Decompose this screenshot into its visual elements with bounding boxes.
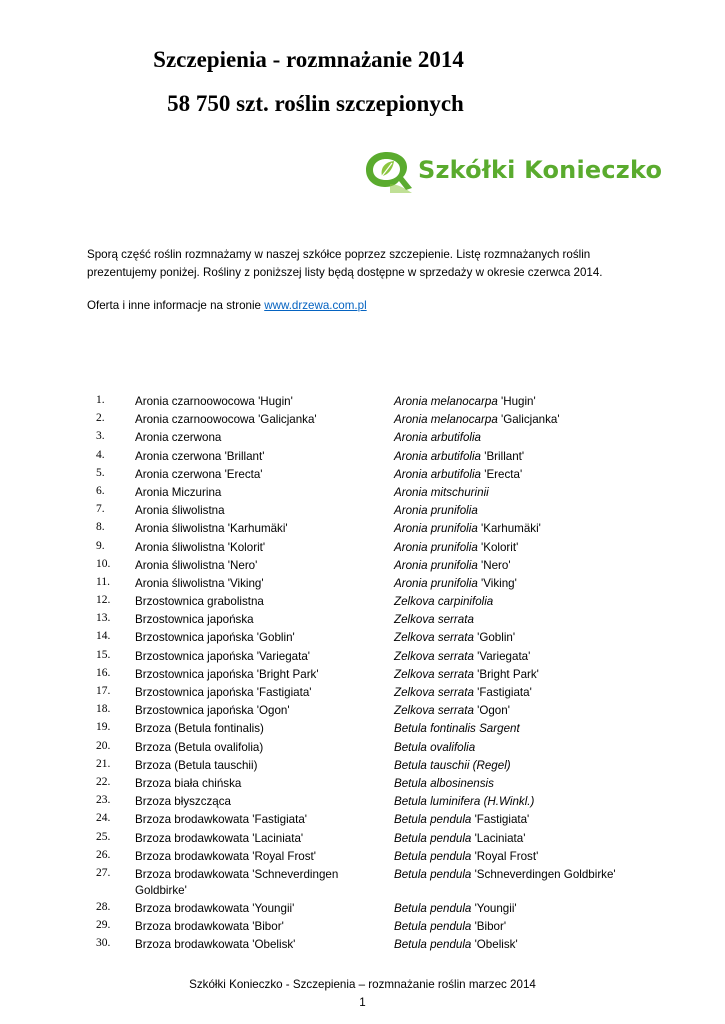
plant-number: 18. bbox=[96, 703, 111, 716]
plant-latin-name bbox=[394, 702, 694, 720]
latin-species: Betula pendula bbox=[394, 831, 472, 845]
plant-number: 30. bbox=[96, 937, 111, 950]
plant-latin-name bbox=[394, 811, 694, 829]
plant-latin-name bbox=[394, 720, 694, 738]
plant-polish-name: Aronia śliwolistna 'Viking' bbox=[135, 576, 264, 590]
plant-number: 10. bbox=[96, 557, 111, 570]
plant-polish-name: Brzoza brodawkowata 'Youngii' bbox=[135, 901, 295, 915]
page-subtitle: 58 750 szt. roślin szczepionych bbox=[167, 91, 464, 116]
plant-latin-name bbox=[394, 411, 694, 429]
plant-polish-name: Aronia Miczurina bbox=[135, 485, 222, 499]
plant-polish-name: Brzoza brodawkowata 'Bibor' bbox=[135, 920, 284, 934]
latin-species: Betula ovalifolia bbox=[394, 740, 476, 754]
plant-latin-name bbox=[394, 520, 694, 538]
latin-species: Aronia prunifolia bbox=[394, 576, 478, 590]
plant-number: 12. bbox=[96, 594, 111, 607]
plant-number: 11. bbox=[96, 575, 110, 588]
page-number: 1 bbox=[359, 996, 366, 1009]
plant-number: 20. bbox=[96, 739, 111, 752]
latin-species: Betula luminifera (H.Winkl.) bbox=[394, 795, 535, 809]
plant-latin-name bbox=[394, 557, 694, 575]
latin-species: Aronia arbutifolia bbox=[394, 431, 482, 445]
latin-species: Zelkova carpinifolia bbox=[394, 595, 494, 609]
latin-species: Zelkova serrata bbox=[394, 631, 474, 645]
latin-species: Betula tauschii (Regel) bbox=[394, 758, 511, 772]
plant-number: 15. bbox=[96, 648, 111, 661]
latin-species: Aronia melanocarpa bbox=[394, 413, 498, 427]
plant-latin-name bbox=[394, 900, 694, 918]
page-title: Szczepienia - rozmnażanie 2014 bbox=[153, 47, 464, 72]
cultivar-name: 'Variegata' bbox=[473, 649, 531, 663]
latin-species: Zelkova serrata bbox=[394, 667, 474, 681]
cultivar-name: 'Goblin' bbox=[473, 631, 516, 645]
cultivar-name: 'Laciniata' bbox=[471, 831, 526, 845]
plant-polish-name: Aronia śliwolistna 'Nero' bbox=[135, 558, 258, 572]
plant-number: 7. bbox=[96, 503, 105, 516]
cultivar-name: 'Viking' bbox=[477, 576, 517, 590]
cultivar-name: 'Galicjanka' bbox=[497, 413, 560, 427]
latin-species: Betula fontinalis Sargent bbox=[394, 722, 520, 736]
plant-polish-name: Aronia czerwona bbox=[135, 431, 222, 445]
plant-number: 17. bbox=[96, 685, 111, 697]
cultivar-name: 'Obelisk' bbox=[471, 938, 518, 952]
plant-latin-name bbox=[394, 739, 694, 757]
cultivar-name: 'Karhumäki' bbox=[477, 522, 541, 536]
latin-species: Betula pendula bbox=[394, 867, 472, 881]
plant-latin-name bbox=[394, 757, 694, 775]
latin-species: Aronia prunifolia bbox=[394, 558, 478, 572]
plant-row bbox=[0, 936, 725, 954]
plant-polish-name: Aronia czarnoowocowa 'Hugin' bbox=[135, 395, 293, 408]
plant-polish-name: Brzoza (Betula ovalifolia) bbox=[135, 740, 264, 754]
plant-polish-name: Brzoza brodawkowata 'Fastigiata' bbox=[135, 813, 307, 827]
plant-row bbox=[0, 866, 725, 900]
plant-latin-name bbox=[394, 502, 694, 520]
plant-latin-name bbox=[394, 466, 694, 484]
intro-paragraph: Sporą część roślin rozmnażamy w naszej szkółce poprzez szczepienie. Listę rozmnażanych roślin prezentujemy poniżej. Rośliny z poniższej listy będą dostępne w sprzedaży w okresie czerwca 2014. bbox=[87, 248, 603, 279]
plant-polish-name: Brzoza biała chińska bbox=[135, 776, 242, 790]
latin-species: Zelkova serrata bbox=[394, 686, 474, 699]
plant-latin-name bbox=[394, 484, 694, 502]
plant-latin-name bbox=[394, 593, 694, 611]
plant-polish-name: Brzostownica japońska 'Ogon' bbox=[135, 704, 290, 718]
plant-polish-name: Aronia czarnoowocowa 'Galicjanka' bbox=[135, 413, 317, 427]
cultivar-name: 'Schneverdingen Goldbirke' bbox=[471, 867, 616, 881]
plant-number: 13. bbox=[96, 612, 111, 625]
latin-species: Zelkova serrata bbox=[394, 613, 474, 627]
cultivar-name: 'Hugin' bbox=[497, 395, 536, 408]
plant-number: 27. bbox=[96, 866, 111, 879]
plant-latin-name bbox=[394, 393, 694, 411]
plant-polish-name: Brzostownica japońska bbox=[135, 613, 254, 627]
latin-species: Aronia prunifolia bbox=[394, 504, 478, 518]
plant-polish-name: Aronia śliwolistna 'Kolorit' bbox=[135, 540, 266, 554]
plant-number: 4. bbox=[96, 448, 105, 461]
plant-number: 5. bbox=[96, 466, 105, 479]
latin-species: Aronia melanocarpa bbox=[394, 395, 498, 408]
latin-species: Aronia arbutifolia bbox=[394, 467, 482, 481]
plant-polish-name: Brzostownica japońska 'Bright Park' bbox=[135, 667, 319, 681]
latin-species: Betula albosinensis bbox=[394, 776, 494, 790]
plant-polish-name: Brzoza (Betula tauschii) bbox=[135, 758, 258, 772]
plant-polish-name: Brzoza brodawkowata 'Schneverdingen Goldbirke' bbox=[135, 867, 339, 897]
latin-species: Aronia mitschurinii bbox=[394, 485, 489, 499]
plant-polish-name: Brzoza brodawkowata 'Royal Frost' bbox=[135, 849, 316, 863]
latin-species: Betula pendula bbox=[394, 849, 472, 863]
website-link[interactable]: www.drzewa.com.pl bbox=[264, 299, 367, 312]
plant-polish-name: Aronia czerwona 'Erecta' bbox=[135, 467, 263, 481]
cultivar-name: 'Bibor' bbox=[471, 920, 507, 934]
plant-number: 26. bbox=[96, 848, 111, 861]
latin-species: Aronia prunifolia bbox=[394, 522, 478, 536]
plant-polish-name: Aronia śliwolistna 'Karhumäki' bbox=[135, 522, 288, 536]
company-logo bbox=[360, 146, 662, 194]
latin-species: Betula pendula bbox=[394, 813, 472, 827]
plant-number: 8. bbox=[96, 521, 105, 534]
latin-species: Betula pendula bbox=[394, 901, 472, 915]
plant-polish-name: Aronia czerwona 'Brillant' bbox=[135, 449, 265, 463]
plant-number: 19. bbox=[96, 721, 111, 734]
plant-number: 16. bbox=[96, 666, 111, 679]
latin-species: Zelkova serrata bbox=[394, 649, 474, 663]
latin-species: Betula pendula bbox=[394, 920, 472, 934]
plant-latin-name bbox=[394, 448, 694, 466]
cultivar-name: 'Royal Frost' bbox=[471, 849, 539, 863]
plant-polish-name: Brzoza brodawkowata 'Obelisk' bbox=[135, 938, 296, 952]
plant-latin-name bbox=[394, 539, 694, 557]
cultivar-name: 'Youngii' bbox=[471, 901, 517, 915]
latin-species: Zelkova serrata bbox=[394, 704, 474, 718]
plant-latin-name bbox=[394, 666, 694, 684]
cultivar-name: 'Bright Park' bbox=[473, 667, 539, 681]
leaf-q-icon bbox=[360, 146, 416, 194]
logo-text: Szkółki Konieczko bbox=[418, 156, 663, 184]
cultivar-name: 'Erecta' bbox=[481, 467, 523, 481]
plant-latin-name bbox=[394, 848, 694, 866]
plant-latin-name bbox=[394, 830, 694, 848]
plant-number: 1. bbox=[96, 394, 105, 406]
plant-polish-name: Brzoza (Betula fontinalis) bbox=[135, 722, 264, 736]
plant-latin-name bbox=[394, 918, 694, 936]
plant-polish-name: Aronia śliwolistna bbox=[135, 504, 225, 518]
latin-species: Betula pendula bbox=[394, 938, 472, 952]
plant-number: 24. bbox=[96, 812, 111, 825]
plant-latin-name bbox=[394, 629, 694, 647]
cultivar-name: 'Brillant' bbox=[481, 449, 525, 463]
cultivar-name: 'Fastigiata' bbox=[471, 813, 530, 827]
cultivar-name: 'Kolorit' bbox=[477, 540, 519, 554]
cultivar-name: 'Ogon' bbox=[473, 704, 510, 718]
plant-number: 28. bbox=[96, 900, 111, 913]
plant-polish-name: Brzostownica japońska 'Fastigiata' bbox=[135, 686, 312, 699]
plant-latin-name bbox=[394, 611, 694, 629]
plant-number: 23. bbox=[96, 794, 111, 807]
plant-latin-name bbox=[394, 648, 694, 666]
plant-number: 14. bbox=[96, 630, 111, 643]
plant-polish-name: Brzostownica grabolistna bbox=[135, 595, 264, 609]
plant-latin-name bbox=[394, 775, 694, 793]
plant-latin-name bbox=[394, 575, 694, 593]
plant-latin-name bbox=[394, 793, 694, 811]
plant-polish-name: Brzoza brodawkowata 'Laciniata' bbox=[135, 831, 304, 845]
plant-number: 2. bbox=[96, 412, 105, 425]
plant-number: 29. bbox=[96, 919, 111, 932]
plant-number: 6. bbox=[96, 484, 105, 497]
latin-species: Aronia prunifolia bbox=[394, 540, 478, 554]
latin-species: Aronia arbutifolia bbox=[394, 449, 482, 463]
plant-number: 3. bbox=[96, 430, 105, 443]
plant-number: 22. bbox=[96, 775, 111, 788]
plant-polish-name: Brzoza błyszcząca bbox=[135, 795, 232, 809]
plant-polish-name: Brzostownica japońska 'Goblin' bbox=[135, 631, 295, 645]
plant-number: 21. bbox=[96, 757, 111, 770]
cultivar-name: 'Fastigiata' bbox=[473, 686, 532, 699]
plant-latin-name bbox=[394, 429, 694, 447]
plant-number: 9. bbox=[96, 539, 105, 552]
cultivar-name: 'Nero' bbox=[477, 558, 511, 572]
plant-polish-name: Brzostownica japońska 'Variegata' bbox=[135, 649, 310, 663]
offer-line bbox=[87, 297, 367, 315]
plant-latin-name bbox=[394, 684, 694, 702]
plant-latin-name bbox=[394, 936, 694, 954]
page-footer: Szkółki Konieczko - Szczepienia – rozmnażanie roślin marzec 2014 bbox=[189, 978, 536, 991]
plant-number: 25. bbox=[96, 830, 111, 843]
offer-prefix: Oferta i inne informacje na stronie bbox=[87, 299, 265, 312]
plant-latin-name bbox=[394, 866, 694, 884]
plant-list bbox=[0, 393, 725, 954]
